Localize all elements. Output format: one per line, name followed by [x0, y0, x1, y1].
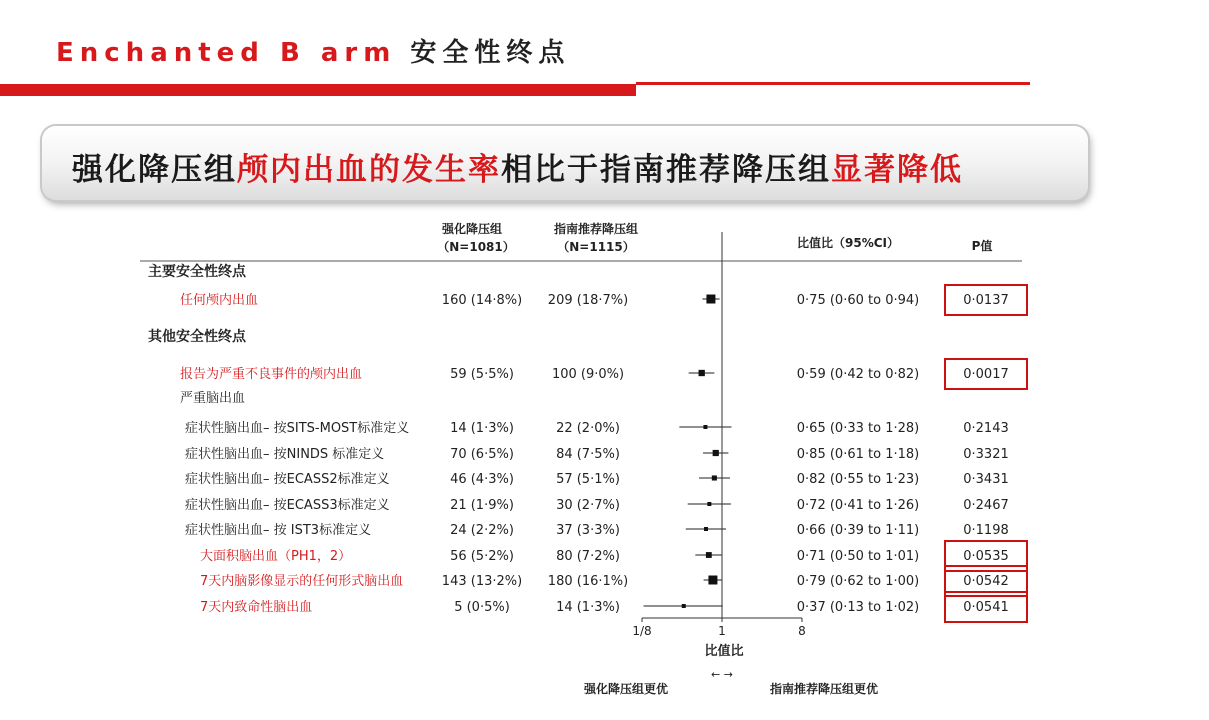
or-ci-value: 0·79 (0·62 to 1·00): [796, 574, 920, 589]
group2-n: （N=1115）: [557, 240, 635, 254]
x-axis-label: 比值比: [704, 644, 744, 659]
slide-title-chinese: 安全性终点: [410, 38, 571, 68]
p-value: 0·2143: [963, 421, 1009, 436]
section-heading: 主要安全性终点: [148, 264, 246, 280]
p-value: 0·0541: [963, 600, 1009, 615]
row-label: 症状性脑出血– 按NINDS 标准定义: [185, 447, 385, 462]
row-label: 大面积脑出血（PH1，2）: [200, 549, 352, 564]
group1-header: 强化降压组: [441, 222, 503, 236]
or-ci-value: 0·65 (0·33 to 1·28): [796, 421, 920, 436]
group1-value: 56 (5·2%): [450, 549, 514, 564]
p-value: 0·3431: [963, 472, 1009, 487]
group2-value: 57 (5·1%): [556, 472, 620, 487]
p-value: 0·0137: [963, 293, 1009, 308]
point-estimate: [707, 502, 711, 506]
headline-part-1: 强化降压组: [72, 152, 237, 188]
row-label: 任何颅内出血: [180, 293, 259, 308]
row-label: 症状性脑出血– 按SITS-MOST标准定义: [185, 421, 410, 436]
row-label: 症状性脑出血– 按ECASS2标准定义: [185, 472, 390, 487]
or-ci-value: 0·75 (0·60 to 0·94): [796, 293, 920, 308]
p-value: 0·0535: [963, 549, 1009, 564]
group1-value: 21 (1·9%): [450, 498, 514, 513]
or-ci-value: 0·72 (0·41 to 1·26): [796, 498, 920, 513]
row-label: 7天内脑影像显示的任何形式脑出血: [200, 574, 404, 589]
group1-value: 46 (4·3%): [450, 472, 514, 487]
group1-value: 59 (5·5%): [450, 367, 514, 382]
point-estimate: [706, 295, 715, 304]
or-ci-value: 0·66 (0·39 to 1·11): [796, 523, 920, 538]
favors-left-label: 强化降压组更优: [583, 682, 669, 696]
or-ci-value: 0·71 (0·50 to 1·01): [796, 549, 920, 564]
p-value: 0·3321: [963, 447, 1009, 462]
or-ci-value: 0·82 (0·55 to 1·23): [796, 472, 920, 487]
group1-value: 143 (13·2%): [441, 574, 523, 589]
point-estimate: [712, 475, 717, 480]
favors-arrows: ← →: [711, 668, 733, 681]
group1-value: 160 (14·8%): [441, 293, 523, 308]
point-estimate: [682, 604, 686, 608]
p-value: 0·1198: [963, 523, 1009, 538]
p-value: 0·0542: [963, 574, 1009, 589]
slide-title-english: Enchanted B arm: [56, 38, 397, 68]
group2-value: 180 (16·1%): [547, 574, 629, 589]
or-ci-value: 0·85 (0·61 to 1·18): [796, 447, 920, 462]
point-estimate: [708, 576, 717, 585]
or-ci-value: 0·59 (0·42 to 0·82): [796, 367, 920, 382]
or-ci-value: 0·37 (0·13 to 1·02): [796, 600, 920, 615]
group2-value: 22 (2·0%): [556, 421, 620, 436]
group2-value: 100 (9·0%): [551, 367, 625, 382]
group1-value: 5 (0·5%): [454, 600, 510, 615]
point-estimate: [704, 527, 708, 531]
x-tick-label: 8: [798, 624, 806, 638]
group1-value: 14 (1·3%): [450, 421, 514, 436]
p-header: P值: [971, 239, 993, 253]
p-value: 0·0017: [963, 367, 1009, 382]
row-label: 报告为严重不良事件的颅内出血: [180, 367, 363, 382]
group2-value: 37 (3·3%): [556, 523, 620, 538]
headline-part-3: 相比于指南推荐降压组: [501, 152, 831, 188]
point-estimate: [713, 450, 719, 456]
x-tick-label: 1/8: [632, 624, 652, 638]
point-estimate: [699, 370, 705, 376]
section-heading: 其他安全性终点: [148, 329, 246, 345]
headline-part-4: 显著降低: [831, 152, 963, 188]
group2-value: 84 (7·5%): [556, 447, 620, 462]
group2-value: 14 (1·3%): [556, 600, 620, 615]
or-header: 比值比（95%CI）: [797, 236, 899, 250]
x-tick-label: 1: [718, 624, 726, 638]
group2-value: 80 (7·2%): [556, 549, 620, 564]
point-estimate: [706, 552, 712, 558]
group2-value: 30 (2·7%): [556, 498, 620, 513]
group1-value: 70 (6·5%): [450, 447, 514, 462]
group1-n: （N=1081）: [437, 240, 515, 254]
favors-right-label: 指南推荐降压组更优: [769, 682, 879, 696]
row-label: 症状性脑出血– 按 IST3标准定义: [185, 523, 372, 538]
row-label: 严重脑出血: [180, 391, 246, 406]
group1-value: 24 (2·2%): [450, 523, 514, 538]
row-label: 7天内致命性脑出血: [200, 600, 313, 615]
row-label: 症状性脑出血– 按ECASS3标准定义: [185, 498, 390, 513]
p-value: 0·2467: [963, 498, 1009, 513]
group2-header: 指南推荐降压组: [553, 222, 639, 236]
headline-part-2: 颅内出血的发生率: [237, 152, 501, 188]
group2-value: 209 (18·7%): [547, 293, 629, 308]
point-estimate: [703, 425, 707, 429]
